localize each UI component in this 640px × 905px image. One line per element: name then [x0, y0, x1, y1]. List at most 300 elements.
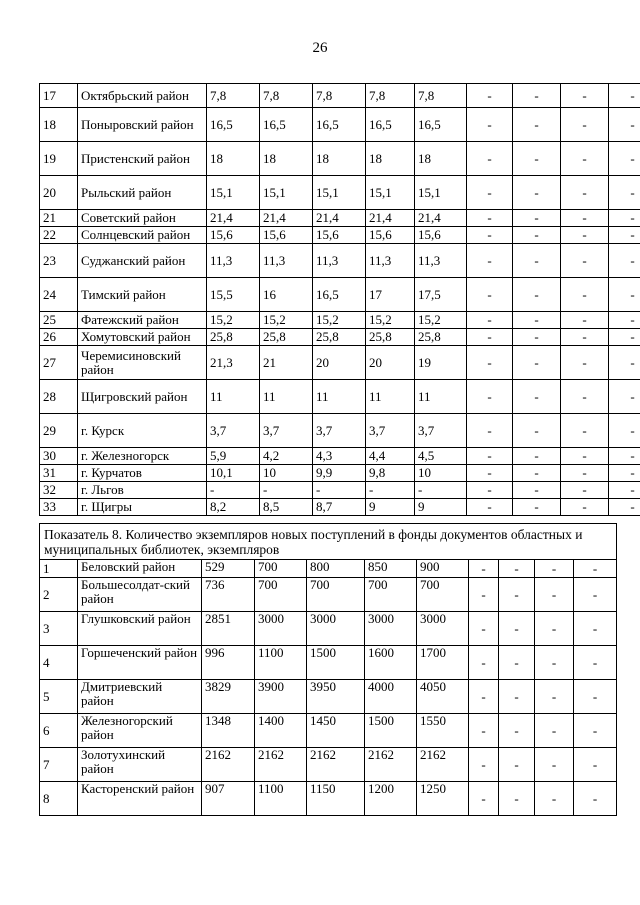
value-cell: 700: [307, 578, 365, 612]
value-cell: 3900: [255, 680, 307, 714]
value-cell: 16,5: [313, 108, 366, 142]
dash-cell: -: [561, 84, 609, 108]
value-cell: 8,2: [207, 499, 260, 516]
dash-cell: -: [535, 680, 574, 714]
dash-cell: -: [561, 414, 609, 448]
dash-cell: -: [535, 612, 574, 646]
row-number: 23: [40, 244, 78, 278]
value-cell: 3,7: [366, 414, 415, 448]
value-cell: 4,3: [313, 448, 366, 465]
value-cell: 1500: [307, 646, 365, 680]
dash-cell: -: [513, 482, 561, 499]
value-cell: 2162: [417, 748, 469, 782]
dash-cell: -: [609, 84, 640, 108]
row-number: 6: [40, 714, 78, 748]
value-cell: 9: [366, 499, 415, 516]
value-cell: 3000: [365, 612, 417, 646]
row-number: 29: [40, 414, 78, 448]
dash-cell: -: [467, 465, 513, 482]
table1-row: [40, 176, 640, 210]
dash-cell: -: [513, 142, 561, 176]
table1-row: [40, 346, 640, 380]
table2-row: [40, 714, 617, 748]
value-cell: 11: [313, 380, 366, 414]
value-cell: 5,9: [207, 448, 260, 465]
dash-cell: -: [574, 680, 617, 714]
dash-cell: -: [513, 176, 561, 210]
value-cell: 7,8: [313, 84, 366, 108]
row-number: 30: [40, 448, 78, 465]
value-cell: 15,1: [415, 176, 467, 210]
value-cell: 15,1: [207, 176, 260, 210]
district-name: Золотухинский район: [78, 748, 202, 782]
dash-cell: -: [574, 748, 617, 782]
value-cell: 1250: [417, 782, 469, 816]
dash-cell: -: [499, 578, 535, 612]
row-number: 3: [40, 612, 78, 646]
value-cell: 25,8: [415, 329, 467, 346]
value-cell: 21,4: [415, 210, 467, 227]
row-number: 1: [40, 560, 78, 578]
dash-cell: -: [609, 346, 640, 380]
table2-row: [40, 782, 617, 816]
value-cell: 4050: [417, 680, 469, 714]
value-cell: 11,3: [313, 244, 366, 278]
value-cell: 7,8: [366, 84, 415, 108]
dash-cell: -: [513, 84, 561, 108]
dash-cell: -: [561, 142, 609, 176]
value-cell: 15,6: [415, 227, 467, 244]
value-cell: 1400: [255, 714, 307, 748]
dash-cell: -: [561, 278, 609, 312]
value-cell: 900: [417, 560, 469, 578]
district-name: Советский район: [78, 210, 207, 227]
value-cell: 25,8: [260, 329, 313, 346]
dash-cell: -: [561, 210, 609, 227]
value-cell: 15,2: [415, 312, 467, 329]
row-number: 25: [40, 312, 78, 329]
value-cell: 16,5: [207, 108, 260, 142]
value-cell: 2162: [202, 748, 255, 782]
dash-cell: -: [469, 612, 499, 646]
value-cell: 21,4: [260, 210, 313, 227]
value-cell: 7,8: [207, 84, 260, 108]
district-name: Солнцевский район: [78, 227, 207, 244]
value-cell: 15,2: [260, 312, 313, 329]
dash-cell: -: [561, 227, 609, 244]
dash-cell: -: [609, 244, 640, 278]
value-cell: 19: [415, 346, 467, 380]
dash-cell: -: [467, 108, 513, 142]
dash-cell: -: [609, 210, 640, 227]
district-name: Суджанский район: [78, 244, 207, 278]
row-number: 27: [40, 346, 78, 380]
value-cell: 800: [307, 560, 365, 578]
value-cell: 25,8: [313, 329, 366, 346]
value-cell: 10,1: [207, 465, 260, 482]
district-name: Фатежский район: [78, 312, 207, 329]
value-cell: 11,3: [415, 244, 467, 278]
dash-cell: -: [513, 465, 561, 482]
dash-cell: -: [467, 278, 513, 312]
dash-cell: -: [467, 329, 513, 346]
dash-cell: -: [469, 560, 499, 578]
dash-cell: -: [499, 714, 535, 748]
value-cell: 18: [366, 142, 415, 176]
value-cell: 18: [313, 142, 366, 176]
value-cell: 9,8: [366, 465, 415, 482]
district-name: Железногорский район: [78, 714, 202, 748]
dash-cell: -: [499, 646, 535, 680]
dash-cell: -: [513, 414, 561, 448]
dash-cell: -: [609, 227, 640, 244]
table1-row: [40, 465, 640, 482]
dash-cell: -: [513, 210, 561, 227]
value-cell: 15,1: [260, 176, 313, 210]
value-cell: 2162: [307, 748, 365, 782]
value-cell: 4000: [365, 680, 417, 714]
dash-cell: -: [561, 176, 609, 210]
table1-row: [40, 84, 640, 108]
value-cell: 1100: [255, 646, 307, 680]
value-cell: 907: [202, 782, 255, 816]
value-cell: 15,2: [366, 312, 415, 329]
value-cell: 17: [366, 278, 415, 312]
value-cell: 25,8: [207, 329, 260, 346]
district-name: Щигровский район: [78, 380, 207, 414]
value-cell: 4,5: [415, 448, 467, 465]
dash-cell: -: [469, 782, 499, 816]
dash-cell: -: [535, 578, 574, 612]
value-cell: 15,1: [366, 176, 415, 210]
value-cell: 996: [202, 646, 255, 680]
dash-cell: -: [469, 646, 499, 680]
value-cell: 1500: [365, 714, 417, 748]
value-cell: 2851: [202, 612, 255, 646]
table1-row: [40, 244, 640, 278]
row-number: 20: [40, 176, 78, 210]
value-cell: 1150: [307, 782, 365, 816]
table2-row: [40, 612, 617, 646]
dash-cell: -: [574, 714, 617, 748]
row-number: 7: [40, 748, 78, 782]
value-cell: 16,5: [415, 108, 467, 142]
value-cell: 2162: [365, 748, 417, 782]
district-name: Поныровский район: [78, 108, 207, 142]
value-cell: 18: [260, 142, 313, 176]
value-cell: -: [207, 482, 260, 499]
dash-cell: -: [574, 612, 617, 646]
dash-cell: -: [467, 227, 513, 244]
dash-cell: -: [467, 482, 513, 499]
dash-cell: -: [535, 782, 574, 816]
dash-cell: -: [467, 210, 513, 227]
dash-cell: -: [513, 108, 561, 142]
value-cell: 15,1: [313, 176, 366, 210]
table1-row: [40, 108, 640, 142]
value-cell: 529: [202, 560, 255, 578]
district-name: Рыльский район: [78, 176, 207, 210]
dash-cell: -: [513, 329, 561, 346]
value-cell: 4,2: [260, 448, 313, 465]
dash-cell: -: [609, 142, 640, 176]
dash-cell: -: [467, 244, 513, 278]
row-number: 26: [40, 329, 78, 346]
row-number: 18: [40, 108, 78, 142]
dash-cell: -: [499, 612, 535, 646]
dash-cell: -: [561, 499, 609, 516]
district-name: Тимский район: [78, 278, 207, 312]
row-number: 2: [40, 578, 78, 612]
value-cell: 15,6: [313, 227, 366, 244]
value-cell: 16: [260, 278, 313, 312]
value-cell: 4,4: [366, 448, 415, 465]
row-number: 21: [40, 210, 78, 227]
dash-cell: -: [467, 176, 513, 210]
dash-cell: -: [609, 499, 640, 516]
value-cell: 8,7: [313, 499, 366, 516]
value-cell: 16,5: [366, 108, 415, 142]
dash-cell: -: [609, 312, 640, 329]
value-cell: 20: [366, 346, 415, 380]
district-name: Октябрьский район: [78, 84, 207, 108]
value-cell: 700: [417, 578, 469, 612]
value-cell: 15,2: [313, 312, 366, 329]
value-cell: 1200: [365, 782, 417, 816]
dash-cell: -: [467, 448, 513, 465]
dash-cell: -: [574, 578, 617, 612]
value-cell: 9: [415, 499, 467, 516]
table1-row: [40, 312, 640, 329]
dash-cell: -: [469, 714, 499, 748]
dash-cell: -: [574, 646, 617, 680]
value-cell: 1450: [307, 714, 365, 748]
dash-cell: -: [467, 414, 513, 448]
dash-cell: -: [469, 748, 499, 782]
dash-cell: -: [513, 346, 561, 380]
row-number: 8: [40, 782, 78, 816]
value-cell: 3,7: [207, 414, 260, 448]
district-name: г. Железногорск: [78, 448, 207, 465]
dash-cell: -: [535, 714, 574, 748]
table1-row: [40, 278, 640, 312]
value-cell: 1100: [255, 782, 307, 816]
dash-cell: -: [513, 499, 561, 516]
row-number: 31: [40, 465, 78, 482]
value-cell: 11,3: [366, 244, 415, 278]
row-number: 4: [40, 646, 78, 680]
district-name: Хомутовский район: [78, 329, 207, 346]
table2-row: [40, 560, 617, 578]
dash-cell: -: [561, 482, 609, 499]
row-number: 22: [40, 227, 78, 244]
value-cell: 3829: [202, 680, 255, 714]
dash-cell: -: [467, 142, 513, 176]
dash-cell: -: [561, 329, 609, 346]
value-cell: 20: [313, 346, 366, 380]
value-cell: 7,8: [260, 84, 313, 108]
dash-cell: -: [561, 244, 609, 278]
value-cell: 736: [202, 578, 255, 612]
value-cell: -: [260, 482, 313, 499]
dash-cell: -: [574, 560, 617, 578]
value-cell: 11: [260, 380, 313, 414]
value-cell: -: [313, 482, 366, 499]
dash-cell: -: [469, 578, 499, 612]
indicator-8-header: Показатель 8. Количество экземпляров новых поступлений в фонды документов областных и муниципальных библиотек, экземпляров: [40, 524, 617, 560]
value-cell: 15,6: [366, 227, 415, 244]
value-cell: 3000: [417, 612, 469, 646]
dash-cell: -: [609, 448, 640, 465]
row-number: 17: [40, 84, 78, 108]
district-name: Касторенский район: [78, 782, 202, 816]
dash-cell: -: [561, 448, 609, 465]
value-cell: 11: [415, 380, 467, 414]
value-cell: 3950: [307, 680, 365, 714]
table1-row: [40, 380, 640, 414]
district-name: Беловский район: [78, 560, 202, 578]
district-name: Дмитриевский район: [78, 680, 202, 714]
district-name: Горшеченский район: [78, 646, 202, 680]
table1-row: [40, 482, 640, 499]
value-cell: 700: [365, 578, 417, 612]
dash-cell: -: [535, 560, 574, 578]
page-number: 26: [312, 40, 328, 56]
dash-cell: -: [609, 176, 640, 210]
value-cell: -: [366, 482, 415, 499]
row-number: 24: [40, 278, 78, 312]
dash-cell: -: [561, 380, 609, 414]
dash-cell: -: [609, 482, 640, 499]
dash-cell: -: [467, 312, 513, 329]
dash-cell: -: [609, 380, 640, 414]
dash-cell: -: [499, 560, 535, 578]
dash-cell: -: [499, 748, 535, 782]
dash-cell: -: [469, 680, 499, 714]
table2-row: [40, 646, 617, 680]
dash-cell: -: [513, 278, 561, 312]
dash-cell: -: [513, 380, 561, 414]
row-number: 32: [40, 482, 78, 499]
value-cell: 21,4: [366, 210, 415, 227]
value-cell: 1550: [417, 714, 469, 748]
dash-cell: -: [513, 244, 561, 278]
value-cell: 8,5: [260, 499, 313, 516]
table1-row: [40, 329, 640, 346]
value-cell: 11,3: [207, 244, 260, 278]
table1-row: [40, 227, 640, 244]
value-cell: 3000: [255, 612, 307, 646]
table2-row: [40, 748, 617, 782]
value-cell: 15,5: [207, 278, 260, 312]
table1-row: [40, 142, 640, 176]
value-cell: 15,6: [207, 227, 260, 244]
district-name: г. Щигры: [78, 499, 207, 516]
dash-cell: -: [467, 499, 513, 516]
value-cell: 17,5: [415, 278, 467, 312]
value-cell: 3,7: [260, 414, 313, 448]
value-cell: 1700: [417, 646, 469, 680]
row-number: 28: [40, 380, 78, 414]
table1-row: [40, 448, 640, 465]
dash-cell: -: [574, 782, 617, 816]
value-cell: 9,9: [313, 465, 366, 482]
dash-cell: -: [513, 227, 561, 244]
dash-cell: -: [499, 680, 535, 714]
value-cell: 16,5: [313, 278, 366, 312]
value-cell: 1348: [202, 714, 255, 748]
table2-row: [40, 680, 617, 714]
dash-cell: -: [467, 346, 513, 380]
value-cell: 850: [365, 560, 417, 578]
value-cell: 3000: [307, 612, 365, 646]
value-cell: 21,3: [207, 346, 260, 380]
value-cell: 15,2: [207, 312, 260, 329]
value-cell: 3,7: [415, 414, 467, 448]
district-name: г. Льгов: [78, 482, 207, 499]
table1-row: [40, 414, 640, 448]
value-cell: 700: [255, 578, 307, 612]
row-number: 19: [40, 142, 78, 176]
value-cell: 21,4: [207, 210, 260, 227]
value-cell: 11: [366, 380, 415, 414]
value-cell: 18: [415, 142, 467, 176]
value-cell: 3,7: [313, 414, 366, 448]
value-cell: 700: [255, 560, 307, 578]
table2-row: [40, 578, 617, 612]
dash-cell: -: [467, 380, 513, 414]
value-cell: -: [415, 482, 467, 499]
indicator-8-header-row: [40, 524, 617, 560]
value-cell: 11,3: [260, 244, 313, 278]
value-cell: 21: [260, 346, 313, 380]
district-name: Большесолдат-ский район: [78, 578, 202, 612]
dash-cell: -: [561, 346, 609, 380]
indicator-table-top: [39, 83, 640, 516]
value-cell: 2162: [255, 748, 307, 782]
dash-cell: -: [609, 414, 640, 448]
value-cell: 11: [207, 380, 260, 414]
value-cell: 15,6: [260, 227, 313, 244]
value-cell: 21,4: [313, 210, 366, 227]
district-name: г. Курск: [78, 414, 207, 448]
value-cell: 7,8: [415, 84, 467, 108]
value-cell: 16,5: [260, 108, 313, 142]
dash-cell: -: [467, 84, 513, 108]
district-name: Пристенский район: [78, 142, 207, 176]
dash-cell: -: [561, 312, 609, 329]
value-cell: 10: [260, 465, 313, 482]
dash-cell: -: [513, 448, 561, 465]
dash-cell: -: [561, 108, 609, 142]
table1-row: [40, 499, 640, 516]
table1-row: [40, 210, 640, 227]
district-name: Черемисиновский район: [78, 346, 207, 380]
dash-cell: -: [499, 782, 535, 816]
dash-cell: -: [561, 465, 609, 482]
district-name: г. Курчатов: [78, 465, 207, 482]
dash-cell: -: [609, 329, 640, 346]
row-number: 5: [40, 680, 78, 714]
value-cell: 18: [207, 142, 260, 176]
dash-cell: -: [609, 108, 640, 142]
dash-cell: -: [609, 278, 640, 312]
dash-cell: -: [535, 646, 574, 680]
dash-cell: -: [513, 312, 561, 329]
district-name: Глушковский район: [78, 612, 202, 646]
dash-cell: -: [535, 748, 574, 782]
dash-cell: -: [609, 465, 640, 482]
